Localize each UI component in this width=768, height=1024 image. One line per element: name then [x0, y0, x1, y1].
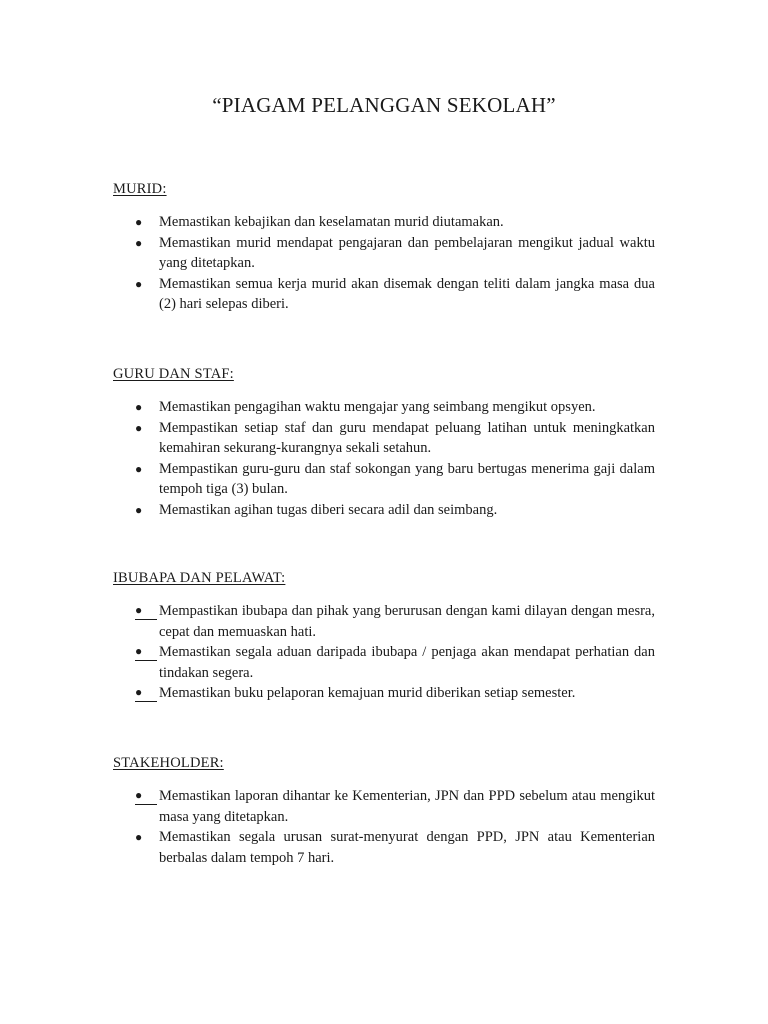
section-ibubapa-dan-pelawat — [113, 570, 655, 704]
bullet-icon: ● — [135, 684, 157, 702]
bullet-list — [113, 786, 655, 868]
list-item — [113, 827, 655, 868]
list-item-text: Memastikan segala aduan daripada ibubapa / penjaga akan mendapat perhatian dan tindakan segera. — [159, 644, 655, 681]
list-item — [113, 212, 655, 233]
list-item-text: Mempastikan setiap staf dan guru mendapat peluang latihan untuk meningkatkan kemahiran sekurang-kurangnya sekali setahun. — [159, 419, 655, 456]
bullet-icon: ● — [135, 643, 157, 661]
list-item-text: Mempastikan guru-guru dan staf sokongan yang baru bertugas menerima gaji dalam tempoh tiga (3) bulan. — [159, 460, 655, 497]
bullet-icon: ● — [135, 830, 143, 844]
document-title: “PIAGAM PELANGGAN SEKOLAH” — [212, 93, 556, 117]
list-item — [113, 601, 655, 642]
bullet-icon: ● — [135, 215, 143, 229]
bullet-icon: ● — [135, 502, 143, 517]
list-item-text: Memastikan murid mendapat pengajaran dan pembelajaran mengikut jadual waktu yang ditetapkan. — [159, 234, 655, 271]
section-stakeholder — [113, 755, 655, 868]
section-murid — [113, 181, 655, 315]
list-item-text: Memastikan semua kerja murid akan disemak dengan teliti dalam jangka masa dua (2) hari selepas diberi. — [159, 275, 655, 312]
section-heading: MURID: — [113, 181, 167, 197]
list-item — [113, 500, 655, 521]
list-item — [113, 683, 655, 704]
bullet-icon: ● — [135, 276, 143, 291]
list-item-text: Memastikan buku pelaporan kemajuan murid diberikan setiap semester. — [159, 685, 576, 701]
list-item-text: Memastikan pengagihan waktu mengajar yang seimbang mengikut opsyen. — [159, 399, 596, 415]
bullet-icon: ● — [135, 420, 143, 435]
bullet-list — [113, 397, 655, 520]
section-heading: STAKEHOLDER: — [113, 755, 224, 771]
section-heading: IBUBAPA DAN PELAWAT: — [113, 570, 286, 586]
bullet-list — [113, 601, 655, 704]
list-item-text: Memastikan kebajikan dan keselamatan murid diutamakan. — [159, 214, 504, 230]
bullet-icon: ● — [135, 235, 143, 250]
list-item — [113, 459, 655, 500]
list-item — [113, 233, 655, 274]
section-heading: GURU DAN STAF: — [113, 366, 234, 382]
bullet-icon: ● — [135, 602, 157, 620]
list-item-text: Memastikan agihan tugas diberi secara adil dan seimbang. — [159, 501, 498, 518]
section-guru-dan-staf — [113, 366, 655, 520]
list-item — [113, 786, 655, 827]
list-item-text: Memastikan laporan dihantar ke Kementerian, JPN dan PPD sebelum atau mengikut masa yang ditetapkan. — [159, 788, 655, 825]
bullet-icon: ● — [135, 400, 143, 414]
list-item — [113, 418, 655, 459]
bullet-list — [113, 212, 655, 315]
list-item — [113, 274, 655, 315]
list-item-text: Memastikan segala urusan surat-menyurat dengan PPD, JPN atau Kementerian berbalas dalam tempoh 7 hari. — [159, 829, 655, 866]
list-item — [113, 642, 655, 683]
bullet-icon: ● — [135, 461, 143, 476]
list-item — [113, 397, 655, 418]
list-item-text: Mempastikan ibubapa dan pihak yang berurusan dengan kami dilayan dengan mesra, cepat dan memuaskan hati. — [159, 603, 655, 640]
bullet-icon: ● — [135, 787, 157, 805]
